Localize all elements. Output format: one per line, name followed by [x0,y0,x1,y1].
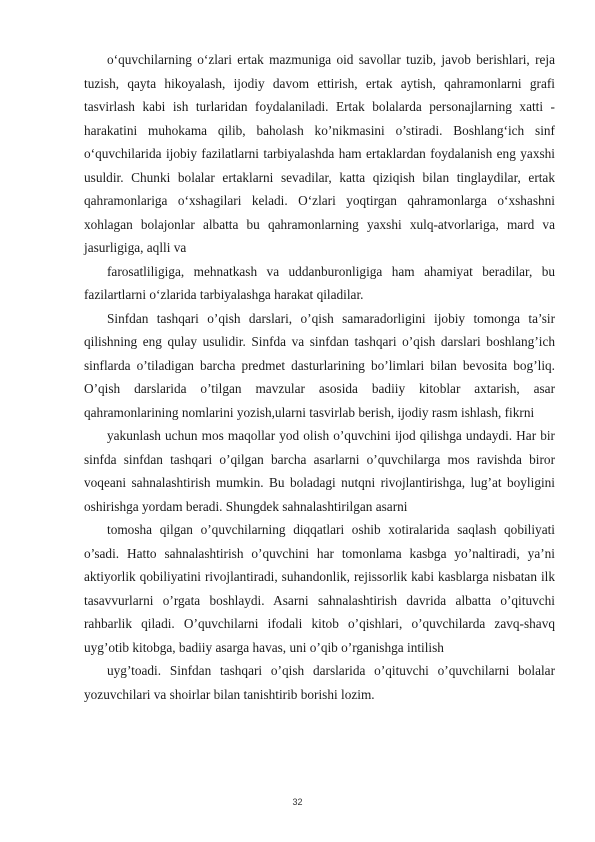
paragraph: tomosha qilgan o’quvchilarning diqqatlari oshib xotiralarida saqlash qobiliyati o’sadi. Hatto sahnalashtirish o’quvchini har tomonlama kasbga yo’naltiradi, ya’ni aktiyorlik qobiliyatini rivojlantiradi, suhandonlik, rejissorlik kabi kasblarga nisbatan ilk tasavvurlarni o’rgata boshlaydi. Asarni sahnalashtirish davrida albatta o’qituvchi rahbarlik qiladi. O’quvchilarni ifodali kitob o’qishlari, o’quvchilarda zavq-shavq uyg’otib kitobga, badiiy asarga havas, uni o’qib o’rganishga intilish [84,522,555,655]
paragraph: o‘quvchilarning o‘zlari ertak mazmuniga oid savollar tuzib, javob berishlari, reja tuzish, qayta hikoyalash, ijodiy davom ettirish, ertak aytish, qahramonlarni grafi tasvirlash kabi ish turlaridan foydalaniladi. Ertak bolalarda personajlarning xatti - harakatini muhokama qilib, baholash ko’nikmasini o’stiradi. Boshlang‘ich sinf o‘quvchilarida ijobiy fazilatlarni tarbiyalashda ham ertaklardan foydalanish eng yaxshi usuldir. Chunki bolalar ertaklarni sevadilar, katta qiziqish bilan tinglaydilar, ertak qahramonlariga o‘xshagilari keladi. O‘zlari yoqtirgan qahramonlarga o‘xshashni xohlagan bolajonlar albatta bu qahramonlarning yaxshi xulq-atvorlariga, mard va jasurligiga, aqlli va [84,52,555,255]
page-number: 32 [292,797,303,807]
paragraph: Sinfdan tashqari o’qish darslari, o’qish samaradorligini ijobiy tomonga ta’sir qilishning eng qulay usulidir. Sinfda va sinfdan tashqari o’qish darslari boshlang’ich sinflarda o’tiladigan barcha predmet dasturlarining bo’limlari bilan bevosita bog’liq. O’qish darslarida o’tilgan mavzular asosida badiiy kitoblar axtarish, asar qahramonlarining nomlarini yozish,ularni tasvirlab berish, ijodiy rasm ishlash, fikrni [84,310,555,420]
paragraph: yakunlash uchun mos maqollar yod olish o’quvchini ijod qilishga undaydi. Har bir sinfda sinfdan tashqari o’qilgan barcha asarlarni o’quvchilarga mos ravishda biror voqeani sahnalashtirish mumkin. Bu boladagi nutqni rivojlantirishga, lug’at boyligini oshirishga yordam beradi. Shungdek sahnalashtirilgan asarni [84,428,555,514]
paragraph: farosatliligiga, mehnatkash va uddanburonligiga ham ahamiyat beradilar, bu fazilartlarni o‘zlarida tarbiyalashga harakat qiladilar. [84,263,555,302]
body-text [84,48,555,706]
paragraph: uyg’toadi. Sinfdan tashqari o’qish darslarida o’qituvchi o’quvchilarni bolalar yozuvchilari va shoirlar bilan tanishtirib borishi lozim. [84,663,555,702]
